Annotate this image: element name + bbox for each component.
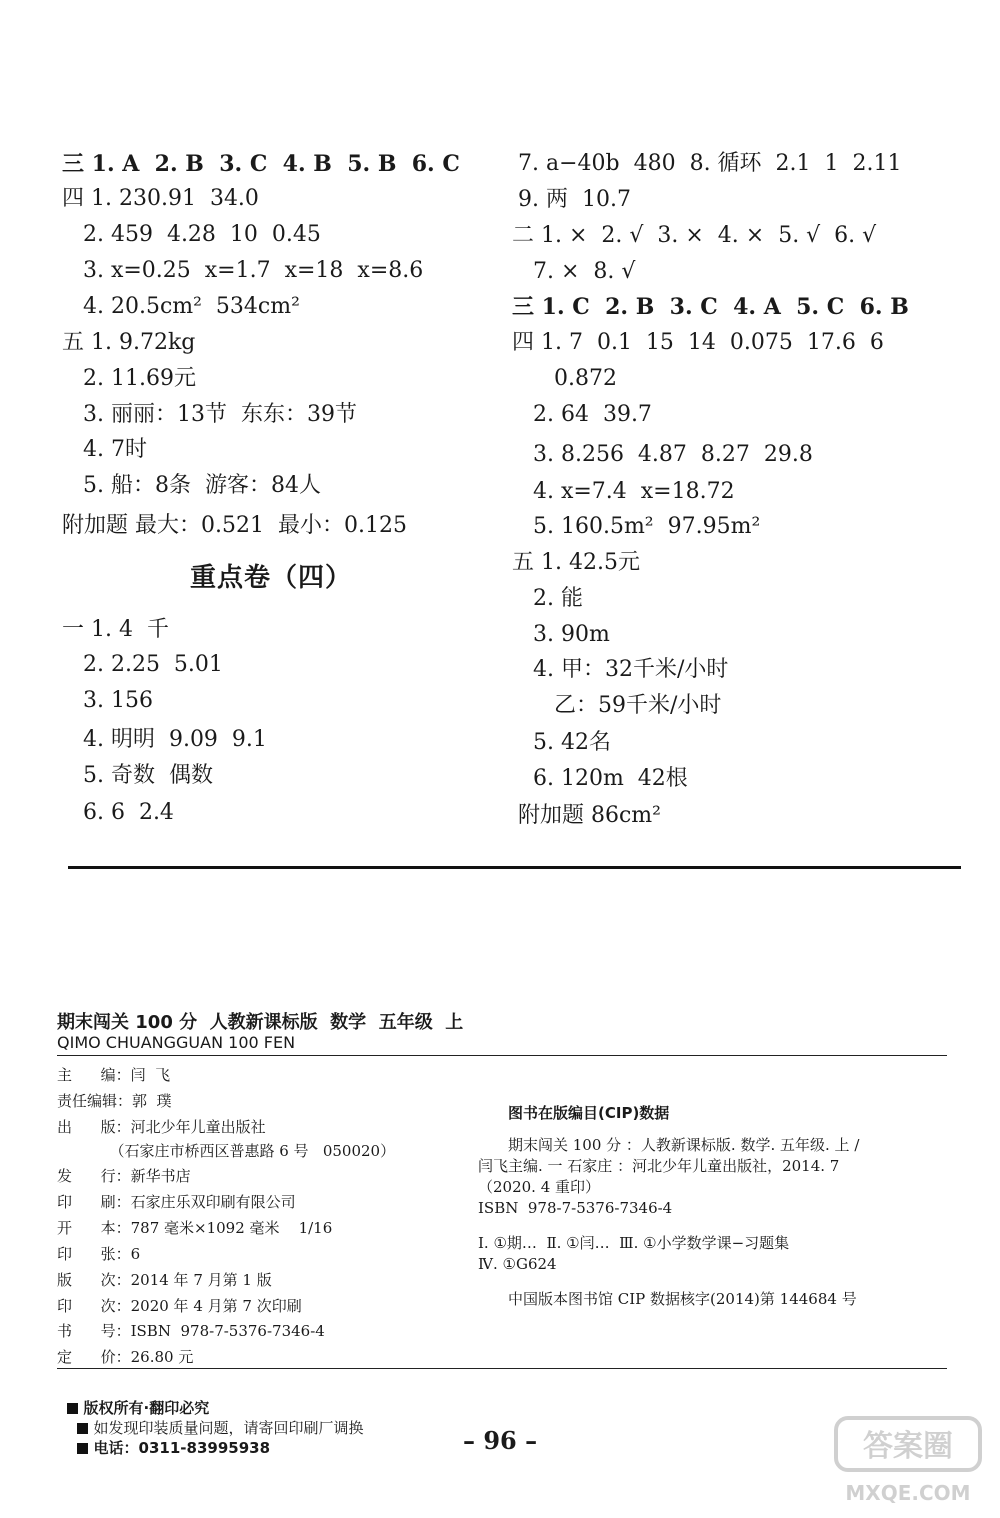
section-title: 重点卷（四） [190,563,353,593]
answer-line: 4. x=7.4 x=18.72 [512,479,735,504]
answer-line: 一 1. 4 千 [62,617,169,642]
square-bullet-icon [77,1423,88,1434]
answer-line: 三 1. A 2. B 3. C 4. B 5. B 6. C [62,151,460,177]
answer-line: 9. 两 10.7 [518,187,631,212]
answer-line: 5. 奇数 偶数 [62,763,213,788]
answer-line: 5. 42名 [512,730,611,755]
info-line: 版 次：2014 年 7 月第 1 版 [57,1271,272,1289]
answer-line: 5. 船：8条 游客：84人 [62,473,321,498]
answer-line: 7. a−40b 480 8. 循环 2.1 1 2.11 [518,151,902,176]
info-line: 开 本：787 毫米×1092 毫米 1/16 [57,1219,333,1237]
info-line: 出 版：河北少年儿童出版社 [57,1118,266,1136]
book-title: 期末闯关 100 分 人教新课标版 数学 五年级 上 [57,1012,464,1033]
book-pinyin: QIMO CHUANGGUAN 100 FEN [57,1033,296,1052]
cip-line: 期末闯关 100 分 ：人教新课标版. 数学. 五年级. 上 / [508,1136,860,1154]
cip-line: 闫飞主编. 一 石家庄 ：河北少年儿童出版社，2014. 7 [478,1157,840,1175]
answer-line: 5. 160.5m² 97.95m² [512,514,761,539]
info-line: 印 刷：石家庄乐双印刷有限公司 [57,1193,296,1211]
answer-line: 6. 120m 42根 [512,766,688,791]
answer-line-bonus: 附加题 最大：0.521 最小：0.125 [62,513,407,538]
answer-line: 三 1. C 2. B 3. C 4. A 5. C 6. B [512,294,909,320]
answer-line: 4. 甲：32千米/小时 [512,657,729,682]
square-bullet-icon [67,1403,78,1414]
divider [57,1368,947,1369]
cip-line: Ⅰ. ①期… Ⅱ. ①闫… Ⅲ. ①小学数学课−习题集 [478,1234,790,1252]
info-line: 主 编：闫 飞 [57,1066,171,1084]
answer-line: 7. × 8. √ [512,259,636,284]
answer-line: 3. 丽丽：13节 东东：39节 [62,402,357,427]
footer-phone: 电话：0311-83995938 [93,1439,271,1457]
answer-line: 0.872 [512,366,617,391]
answer-line: 2. 11.69元 [62,366,196,391]
footer [57,1378,364,1458]
answer-line: 四 1. 7 0.1 15 14 0.075 17.6 6 [512,330,884,355]
svg-text:MXQE.COM: MXQE.COM [845,1481,971,1505]
answer-line: 4. 明明 9.09 9.1 [62,727,267,752]
answer-line: 2. 能 [512,586,583,611]
info-line: 印 次：2020 年 4 月第 7 次印刷 [57,1297,302,1315]
answer-line: 2. 459 4.28 10 0.45 [62,222,321,247]
answer-line: 四 1. 230.91 34.0 [62,186,259,211]
info-line: 发 行：新华书店 [57,1167,191,1185]
cip-line: ISBN 978-7-5376-7346-4 [478,1199,673,1217]
answer-line: 二 1. × 2. √ 3. × 4. × 5. √ 6. √ [512,223,877,248]
info-line: 书 号：ISBN 978-7-5376-7346-4 [57,1322,325,1340]
info-line: 定 价：26.80 元 [57,1348,194,1366]
answer-line: 3. 156 [62,688,153,713]
info-line: （石家庄市桥西区普惠路 6 号 050020） [57,1142,396,1160]
info-line: 责任编辑：郭 璞 [57,1092,172,1110]
answer-line: 2. 64 39.7 [512,402,652,427]
cip-line: （2020. 4 重印） [478,1178,601,1196]
answer-line: 乙：59千米/小时 [512,693,722,718]
cip-title: 图书在版编目(CIP)数据 [508,1104,670,1122]
footer-copyright: 版权所有·翻印必究 [83,1399,210,1417]
page-number: – 96 – [463,1426,538,1455]
cip-line: Ⅳ. ①G624 [478,1255,557,1273]
watermark-logo [828,1410,988,1510]
answer-line: 3. 90m [512,622,610,647]
divider [57,1055,947,1056]
answer-line: 6. 6 2.4 [62,800,174,825]
info-line: 印 张：6 [57,1245,141,1263]
square-bullet-icon [77,1443,88,1454]
answer-line: 3. x=0.25 x=1.7 x=18 x=8.6 [62,258,424,283]
answer-line: 五 1. 42.5元 [512,550,640,575]
answer-line-bonus: 附加题 86cm² [518,803,661,828]
answer-line: 4. 20.5cm² 534cm² [62,294,300,319]
answer-line: 3. 8.256 4.87 8.27 29.8 [512,442,813,467]
svg-text:答案圈: 答案圈 [863,1429,953,1464]
answer-line: 五 1. 9.72kg [62,330,196,355]
cip-line: 中国版本图书馆 CIP 数据核字(2014)第 144684 号 [508,1290,857,1308]
answer-line: 2. 2.25 5.01 [62,652,223,677]
divider [68,866,961,869]
answer-line: 4. 7时 [62,437,147,462]
footer-notice: 如发现印装质量问题，请寄回印刷厂调换 [93,1419,364,1437]
